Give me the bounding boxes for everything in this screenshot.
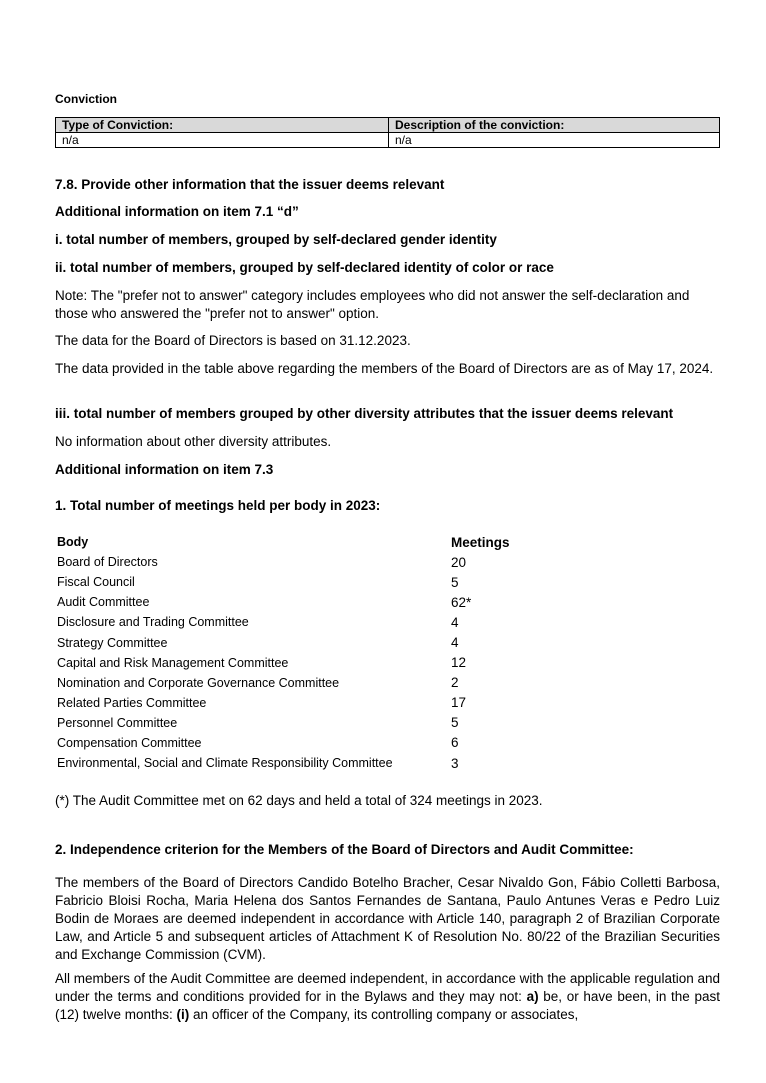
- conviction-heading: Conviction: [55, 92, 117, 106]
- meetings-count-cell: 12: [451, 655, 467, 671]
- body-name-cell: Related Parties Committee: [57, 695, 207, 710]
- body-name-cell: Disclosure and Trading Committee: [57, 615, 249, 630]
- meetings-footnote: (*) The Audit Committee met on 62 days and held a total of 324 meetings in 2023.: [55, 793, 543, 808]
- table-row: [57, 572, 510, 592]
- table-row: [57, 713, 510, 733]
- meetings-count-cell: 6: [451, 735, 459, 751]
- meetings-heading: 1. Total number of meetings held per body in 2023:: [55, 498, 381, 513]
- table-row: [56, 133, 720, 148]
- note-paragraph: Note: The "prefer not to answer" category includes employees who did not answer the self-declaration and those who answered the "prefer not to answer" option.: [55, 288, 690, 321]
- data-basis-paragraph: The data for the Board of Directors is based on 31.12.2023.: [55, 333, 411, 348]
- audit-text-part-1: All members of the Audit Committee are deemed independent, in accordance with the applicable regulation and under the terms and conditions provided for in the Bylaws and they may not:: [55, 971, 720, 1004]
- meetings-count-cell: 4: [451, 635, 459, 651]
- table-row: [57, 733, 510, 753]
- meetings-count-cell: 17: [451, 695, 467, 711]
- audit-text-part-3: an officer of the Company, its controlling company or associates,: [189, 1007, 579, 1022]
- table-row: [57, 653, 510, 673]
- item-iii-heading: iii. total number of members grouped by other diversity attributes that the issuer deems relevant: [55, 406, 674, 421]
- table-row: [57, 592, 510, 612]
- meetings-count-cell: 5: [451, 574, 459, 590]
- meetings-count-cell: 4: [451, 614, 459, 630]
- body-name-cell: Environmental, Social and Climate Responsibility Committee: [57, 756, 393, 771]
- meetings-column-header: Meetings: [451, 534, 510, 550]
- table-row: [57, 753, 510, 773]
- type-of-conviction-value: n/a: [56, 133, 389, 148]
- audit-item-i: (i): [176, 1007, 190, 1022]
- item-i-heading: i. total number of members, grouped by self-declared gender identity: [55, 232, 497, 247]
- audit-independence-paragraph: [55, 970, 720, 1024]
- body-name-cell: Nomination and Corporate Governance Committee: [57, 675, 340, 690]
- meetings-table-header: [57, 532, 510, 552]
- body-name-cell: Compensation Committee: [57, 735, 202, 750]
- meetings-table: [57, 532, 510, 773]
- body-name-cell: Board of Directors: [57, 555, 158, 570]
- table-row: [57, 612, 510, 632]
- body-name-cell: Personnel Committee: [57, 715, 178, 730]
- audit-item-a: a): [526, 989, 539, 1004]
- section-7-8-heading: 7.8. Provide other information that the issuer deems relevant: [55, 177, 445, 192]
- data-as-of-paragraph: The data provided in the table above regarding the members of the Board of Directors are as of May 17, 2024.: [55, 361, 714, 376]
- body-name-cell: Fiscal Council: [57, 575, 135, 590]
- subheading-item-7-1: Additional information on item 7.1 “d”: [55, 204, 299, 219]
- body-name-cell: Strategy Committee: [57, 635, 168, 650]
- no-info-paragraph: No information about other diversity attributes.: [55, 434, 332, 449]
- meetings-count-cell: 2: [451, 675, 459, 691]
- table-row: [57, 673, 510, 693]
- item-ii-heading: ii. total number of members, grouped by self-declared identity of color or race: [55, 260, 554, 275]
- conviction-table-header: [56, 118, 720, 133]
- meetings-count-cell: 3: [451, 755, 459, 771]
- meetings-count-cell: 5: [451, 715, 459, 731]
- subheading-item-7-3: Additional information on item 7.3: [55, 462, 274, 477]
- board-independence-paragraph: The members of the Board of Directors Candido Botelho Bracher, Cesar Nivaldo Gon, Fábio Colletti Barbosa, Fabricio Bloisi Rocha, Maria Helena dos Santos Fernandes de Santana, Paulo Antunes Veras e Pedro Luiz Bodin de Moraes are deemed independent in accordance with Article 140, paragraph 2 of Brazilian Corporate Law, and Article 5 and subsequent articles of Attachment K of Resolution No. 80/22 of the Brazilian Securities and Exchange Commission (CVM).: [55, 875, 720, 962]
- table-row: [57, 693, 510, 713]
- meetings-count-cell: 20: [451, 554, 467, 570]
- table-row: [57, 552, 510, 572]
- body-column-header: Body: [57, 535, 89, 550]
- meetings-count-cell: 62*: [451, 594, 472, 610]
- type-of-conviction-header: Type of Conviction:: [56, 118, 389, 133]
- description-of-conviction-header: Description of the conviction:: [389, 118, 720, 133]
- description-of-conviction-value: n/a: [389, 133, 720, 148]
- table-row: [57, 632, 510, 652]
- body-name-cell: Audit Committee: [57, 595, 150, 610]
- independence-heading: 2. Independence criterion for the Members of the Board of Directors and Audit Committee:: [55, 842, 634, 857]
- conviction-table: [55, 117, 720, 148]
- audit-text-part-2: be, or have been, in the past (12) twelve months:: [55, 989, 720, 1022]
- body-name-cell: Capital and Risk Management Committee: [57, 655, 289, 670]
- meetings-table-body: [57, 552, 510, 773]
